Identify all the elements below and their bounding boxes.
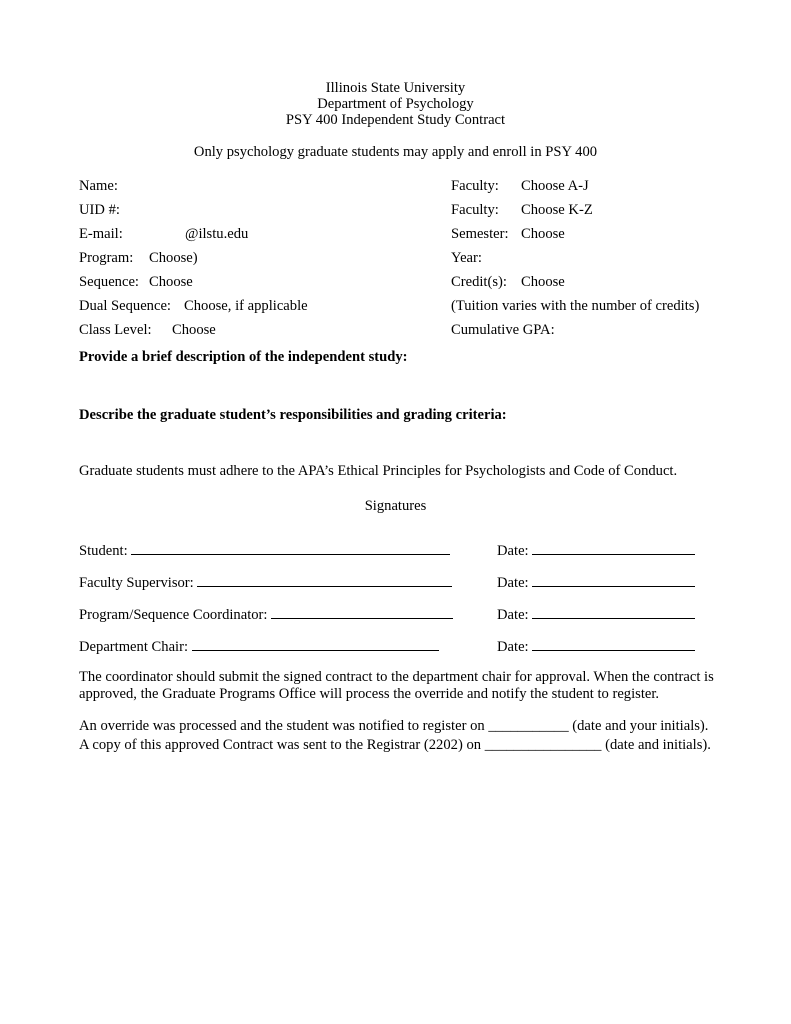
chair-signature-line[interactable] (192, 636, 439, 651)
faculty-supervisor-label: Faculty Supervisor: (79, 575, 194, 591)
semester-select[interactable]: Choose (521, 226, 565, 242)
semester-label: Semester: (451, 226, 509, 242)
student-signature-row (79, 540, 450, 560)
university-name: Illinois State University (325, 80, 466, 96)
class-level-select[interactable]: Choose (172, 322, 216, 338)
chair-date-line[interactable] (532, 636, 695, 651)
date-label: Date: (497, 543, 529, 559)
registrar-prefix: A copy of this approved Contract was sent to the Registrar (2202) on (79, 737, 482, 753)
coordinator-signature-line[interactable] (271, 604, 453, 619)
sequence-label: Sequence: (79, 274, 139, 290)
override-prefix: An override was processed and the student was notified to register on (79, 718, 485, 734)
program-label: Program: (79, 250, 134, 266)
name-label: Name: (79, 178, 118, 194)
student-date-line[interactable] (532, 540, 695, 555)
student-date-row (497, 540, 695, 560)
program-select[interactable]: Choose) (149, 250, 198, 266)
faculty-date-line[interactable] (532, 572, 695, 587)
coordinator-row (79, 604, 453, 624)
student-label: Student: (79, 543, 128, 559)
coordinator-label: Program/Sequence Coordinator: (79, 607, 268, 623)
ethics-statement: Graduate students must adhere to the APA’s Ethical Principles for Psychologists and Code of Conduct. (79, 463, 678, 479)
contract-title: PSY 400 Independent Study Contract (285, 112, 506, 128)
override-line (79, 717, 708, 735)
chair-date-row (497, 636, 695, 656)
year-label: Year: (451, 250, 482, 266)
faculty-kz-select[interactable]: Choose K-Z (521, 202, 593, 218)
faculty-date-row (497, 572, 695, 592)
description-heading: Provide a brief description of the independent study: (79, 349, 408, 365)
student-signature-line[interactable] (131, 540, 450, 555)
registrar-line (79, 736, 711, 754)
registrar-blank[interactable]: ________________ (484, 737, 602, 753)
department-name: Department of Psychology (317, 96, 474, 112)
date-label: Date: (497, 575, 529, 591)
credits-label: Credit(s): (451, 274, 507, 290)
faculty-aj-select[interactable]: Choose A-J (521, 178, 589, 194)
date-label: Date: (497, 607, 529, 623)
email-domain[interactable]: @ilstu.edu (185, 226, 249, 242)
uid-label: UID #: (79, 202, 120, 218)
email-label: E-mail: (79, 226, 123, 242)
faculty-supervisor-signature-line[interactable] (197, 572, 452, 587)
chair-label: Department Chair: (79, 639, 189, 655)
dual-sequence-select[interactable]: Choose, if applicable (184, 298, 308, 314)
coordinator-date-line[interactable] (532, 604, 695, 619)
responsibilities-heading: Describe the graduate student’s responsibilities and grading criteria: (79, 407, 507, 423)
registrar-suffix: (date and initials). (605, 737, 711, 753)
gpa-label: Cumulative GPA: (451, 322, 555, 338)
dual-sequence-label: Dual Sequence: (79, 298, 171, 314)
chair-row (79, 636, 439, 656)
faculty-supervisor-row (79, 572, 452, 592)
tuition-note: (Tuition varies with the number of credits) (451, 298, 700, 314)
eligibility-notice: Only psychology graduate students may apply and enroll in PSY 400 (193, 144, 598, 160)
faculty-kz-label: Faculty: (451, 202, 499, 218)
override-suffix: (date and your initials). (572, 718, 709, 734)
class-level-label: Class Level: (79, 322, 152, 338)
credits-select[interactable]: Choose (521, 274, 565, 290)
date-label: Date: (497, 639, 529, 655)
submission-instructions: The coordinator should submit the signed contract to the department chair for approval. When the contract is approved, the Graduate Programs Office will process the override and notify the student to register. (79, 669, 714, 702)
faculty-aj-label: Faculty: (451, 178, 499, 194)
coordinator-date-row (497, 604, 695, 624)
override-blank[interactable]: ___________ (488, 718, 569, 734)
signatures-heading: Signatures (364, 498, 427, 514)
sequence-select[interactable]: Choose (149, 274, 193, 290)
